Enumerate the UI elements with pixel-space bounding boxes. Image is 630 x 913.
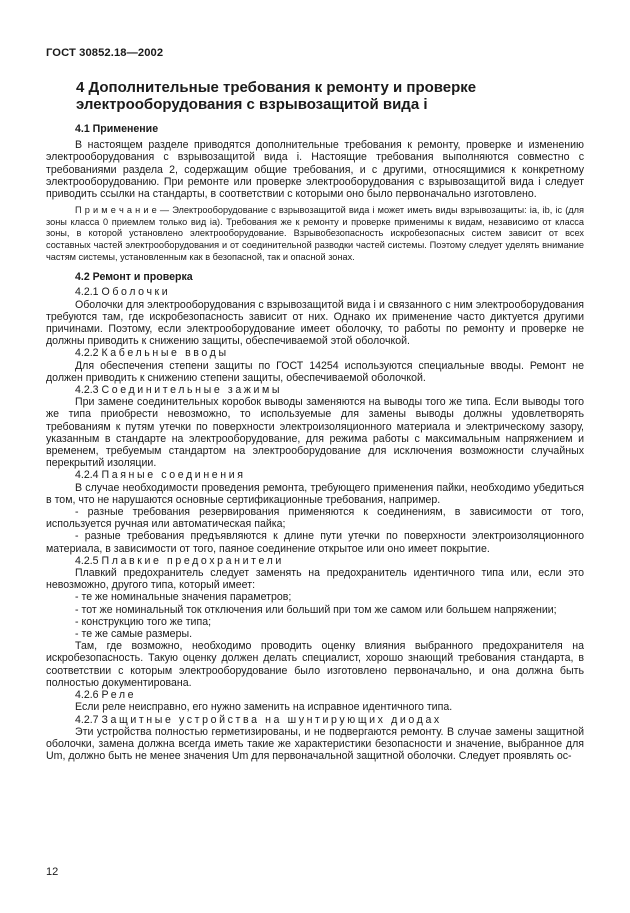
section-title: 4 Дополнительные требования к ремонту и проверке электрооборудования c взрывозащитой вида i [76, 79, 477, 113]
clause-number: 4.2.7 [75, 713, 102, 726]
paragraph-shunt-diode: Эти устройства полностью герметизированы, и не подвергаются ремонту. В случае замены защитной оболочки, замена должна всегда иметь такие же характеристики безопасности и значение, выбранное для Um, должно быть не менее значения Um для первоначальной защитной оболочки. Следует проявлять ос- [46, 725, 584, 763]
clause-title: Паяные соединения [101, 469, 246, 482]
list-item: - разные требования резервирования применяются к соединениям, в зависимости от того, используется ручная или автоматическая пайка; [46, 506, 584, 531]
clause-title: Плавкие предохранители [101, 554, 284, 567]
clause-title: Соединительные зажимы [101, 384, 283, 397]
clause-heading-4-2-3 [75, 384, 584, 396]
clause-number: 4.2.5 [75, 554, 102, 567]
paragraph-cable-entries: Для обеспечения степени защиты по ГОСТ 14254 используются специальные вводы. Ремонт не должен приводить к снижению степени защиты, обеспечиваемой оболочкой. [46, 359, 584, 384]
paragraph-fuses: Плавкий предохранитель следует заменять на предохранитель идентичного типа или, если это невозможно, другого типа, который имеет: [46, 567, 584, 592]
clause-number: 4.2.3 [75, 384, 102, 397]
subsection-heading-4-1: 4.1 Применение [75, 123, 159, 135]
clause-title: Реле [101, 689, 137, 702]
note [46, 205, 584, 263]
clause-number: 4.2.2 [75, 347, 102, 360]
paragraph-fuse-assessment: Там, где возможно, необходимо проводить оценку влияния выбранного предохранителя на искробезопасность. Такую оценку должен делать специалист, хорошо знающий требования стандарта, в соответствии с которым электрооборудование было изготовлено первоначально, и она должна быть полностью документирована. [46, 640, 584, 689]
note-label: П р и м е ч а н и е [75, 205, 157, 216]
list-item: - те же номинальные значения параметров; [75, 591, 292, 604]
list-item: - тот же номинальный ток отключения или больший при том же самом или большем напряжении; [75, 603, 557, 616]
clause-heading-4-2-4 [75, 469, 584, 481]
clause-heading-4-2-5 [75, 555, 584, 567]
paragraph-terminals: При замене соединительных коробок выводы заменяются на выводы того же типа. Если выводы того же типа приобрести невозможно, то используемые для замены выводы должны удовлетворять требованиям к путям утечки по поверхности электроизоляционного материала и электрическому зазору, указанным в стандарте на электрооборудование, для режима работы с максимальным напряжением и временем, требуемым стандартом на электрооборудование для исключения возможности случайных перекрытий изоляции. [46, 396, 584, 470]
clause-title: Кабельные вводы [101, 347, 229, 360]
clause-heading-4-2-6 [75, 689, 584, 701]
clause-number: 4.2.1 [75, 286, 102, 299]
list-item: - разные требования предъявляются к длине пути утечки по поверхности электроизоляционного материала, в зависимости от того, паяное соединение открытое или оно имеет покрытие. [46, 530, 584, 555]
clause-number: 4.2.4 [75, 469, 102, 482]
standard-header: ГОСТ 30852.18—2002 [46, 47, 164, 59]
clause-heading-4-2-2 [75, 347, 584, 359]
page-number: 12 [46, 866, 59, 878]
paragraph-enclosures: Оболочки для электрооборудования с взрывозащитой вида i и связанного с ним электрооборудования требуются там, где искробезопасность зависит от них. Однако их применение часто диктуется другими причинами. Поэтому, если электрооборудование имеет оболочку, то работы по ремонту и проверке не должны приводить к снижению защиты, обеспечиваемой этой оболочкой. [46, 298, 584, 348]
note-text: — Электрооборудование с взрывозащитой вида i может иметь виды взрывозащиты: ia, ib, ic (для зоны класса 0 приемлем только вид ia). Требования же к ремонту и проверке применимы к видам, независимо от класса зоны, в которой установлено электрооборудование. Взрывобезопасность искробезопасных систем зависит от всех составных частей электрооборудования и от соединительной разводки частей системы. Поэтому следует уделять внимание частям системы, установленным как в безопасной, так и опасной зонах. [46, 205, 584, 262]
list-item: - те же самые размеры. [75, 628, 193, 641]
paragraph-application: В настоящем разделе приводятся дополнительные требования к ремонту, проверке и изменению электрооборудования с взрывозащитой вида i. Настоящие требования выполняются совместно с требованиями раздела 2, содержащим общие требования, и с другими, относящимися к конкретному электрооборудованию. При ремонте или проверке электрооборудования с взрывозащитой вида i следует приводить ссылки на стандарты, в соответствии с которыми оно было первоначально изготовлено. [46, 139, 584, 201]
subsection-heading-4-2: 4.2 Ремонт и проверка [75, 271, 193, 284]
clause-title: Оболочки [101, 286, 171, 299]
clause-heading-4-2-7 [75, 714, 584, 726]
paragraph-soldered: В случае необходимости проведения ремонта, требующего применения пайки, необходимо убедиться в том, что не нарушаются основные сертификационные требования, например. [46, 481, 584, 506]
clause-number: 4.2.6 [75, 689, 102, 702]
list-item: - конструкцию того же типа; [75, 615, 212, 628]
clause-title: Защитные устройства на шунтирующих диодах [101, 713, 442, 726]
paragraph-relays: Если реле неисправно, его нужно заменить на исправное идентичного типа. [75, 701, 453, 714]
document-body [46, 123, 584, 762]
clause-heading-4-2-1 [75, 286, 584, 298]
